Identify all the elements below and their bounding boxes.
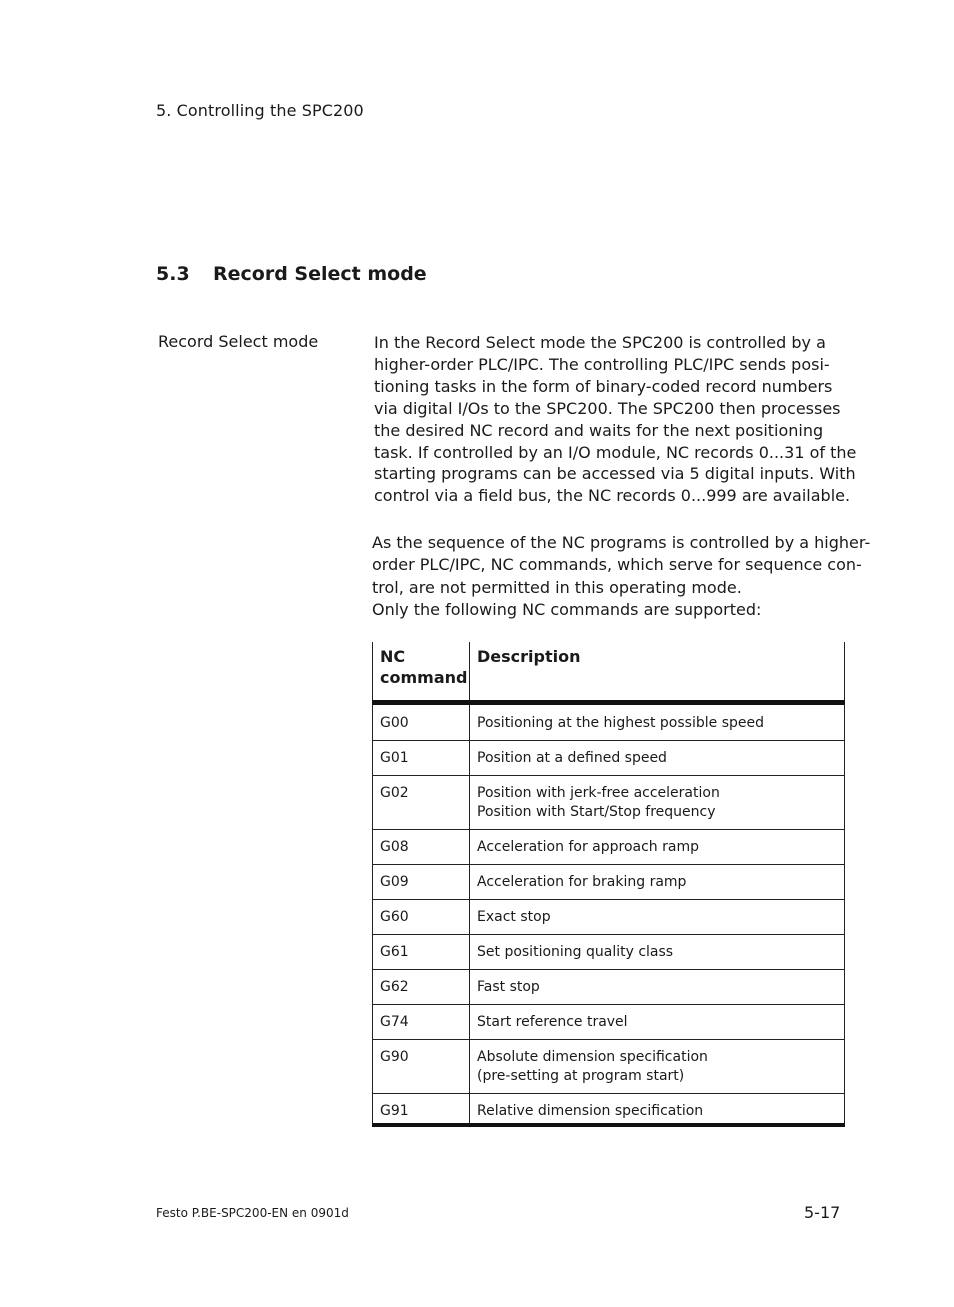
margin-label: Record Select mode — [158, 332, 319, 351]
cell-command: G62 — [373, 970, 470, 1005]
table-row — [373, 970, 845, 1005]
cell-description — [470, 776, 845, 830]
table-row — [373, 935, 845, 970]
cell-description — [470, 865, 845, 900]
running-head: 5. Controlling the SPC200 — [156, 101, 364, 120]
cell-command: G61 — [373, 935, 470, 970]
table-row — [373, 1094, 845, 1126]
page-number: 5-17 — [804, 1203, 841, 1222]
paragraph-line: starting programs can be accessed via 5 digital inputs. With — [374, 464, 856, 484]
cell-description — [470, 1094, 845, 1126]
cell-description — [470, 935, 845, 970]
cell-description — [470, 900, 845, 935]
table-row — [373, 1005, 845, 1040]
description-line: Acceleration for approach ramp — [477, 839, 699, 855]
description-line: (pre-setting at program start) — [477, 1068, 685, 1084]
cell-command: G60 — [373, 900, 470, 935]
description-line: Position with jerk-free acceleration — [477, 785, 720, 801]
cell-command: G01 — [373, 741, 470, 776]
section-number: 5.3 — [156, 263, 190, 285]
description-line: Position with Start/Stop frequency — [477, 804, 716, 820]
table-row — [373, 776, 845, 830]
paragraph-line: higher-order PLC/IPC. The controlling PLC/IPC sends posi- — [374, 354, 830, 374]
header-nc-command — [373, 642, 470, 703]
cell-command: G09 — [373, 865, 470, 900]
section-heading — [156, 263, 427, 285]
cell-description — [470, 703, 845, 741]
header-nc-command-line: command — [380, 668, 468, 687]
table-row — [373, 703, 845, 741]
body-paragraph-2 — [372, 532, 871, 622]
description-line: Absolute dimension specification — [477, 1049, 708, 1065]
nc-command-table — [372, 642, 845, 1127]
cell-description — [470, 741, 845, 776]
cell-command: G90 — [373, 1040, 470, 1094]
table-row — [373, 741, 845, 776]
footer-doc-id: Festo P.BE-SPC200-EN en 0901d — [156, 1206, 349, 1220]
cell-command: G74 — [373, 1005, 470, 1040]
description-line: Start reference travel — [477, 1014, 628, 1030]
cell-description — [470, 1005, 845, 1040]
paragraph-line: trol, are not permitted in this operating mode. — [372, 577, 742, 597]
description-line: Acceleration for braking ramp — [477, 874, 687, 890]
paragraph-line: In the Record Select mode the SPC200 is controlled by a — [374, 333, 826, 352]
paragraph-line: tioning tasks in the form of binary-coded record numbers — [374, 376, 833, 396]
paragraph-line: order PLC/IPC, NC commands, which serve for sequence con- — [372, 555, 862, 575]
description-line: Fast stop — [477, 979, 540, 995]
description-line: Relative dimension specification — [477, 1103, 704, 1119]
paragraph-line: via digital I/Os to the SPC200. The SPC200 then processes — [374, 398, 841, 418]
section-title: Record Select mode — [213, 263, 427, 285]
header-nc-command-line: NC — [380, 647, 406, 666]
cell-command: G91 — [373, 1094, 470, 1126]
description-line: Position at a defined speed — [477, 750, 667, 766]
description-line: Set positioning quality class — [477, 944, 674, 960]
paragraph-line: Only the following NC commands are supported: — [372, 600, 762, 620]
table-row — [373, 900, 845, 935]
paragraph-line: As the sequence of the NC programs is controlled by a higher- — [372, 533, 871, 552]
paragraph-line: control via a field bus, the NC records 0...999 are available. — [374, 486, 851, 506]
cell-description — [470, 970, 845, 1005]
header-description: Description — [470, 642, 845, 703]
cell-command: G08 — [373, 830, 470, 865]
paragraph-line: task. If controlled by an I/O module, NC records 0...31 of the — [374, 442, 857, 462]
description-line: Exact stop — [477, 909, 551, 925]
cell-description — [470, 1040, 845, 1094]
cell-command: G00 — [373, 703, 470, 741]
body-paragraph-1 — [374, 332, 857, 507]
table-row — [373, 1040, 845, 1094]
table-row — [373, 830, 845, 865]
description-line: Positioning at the highest possible speed — [477, 715, 764, 731]
table-header-row — [373, 642, 845, 703]
paragraph-line: the desired NC record and waits for the next positioning — [374, 420, 824, 440]
cell-command: G02 — [373, 776, 470, 830]
cell-description — [470, 830, 845, 865]
table-row — [373, 865, 845, 900]
